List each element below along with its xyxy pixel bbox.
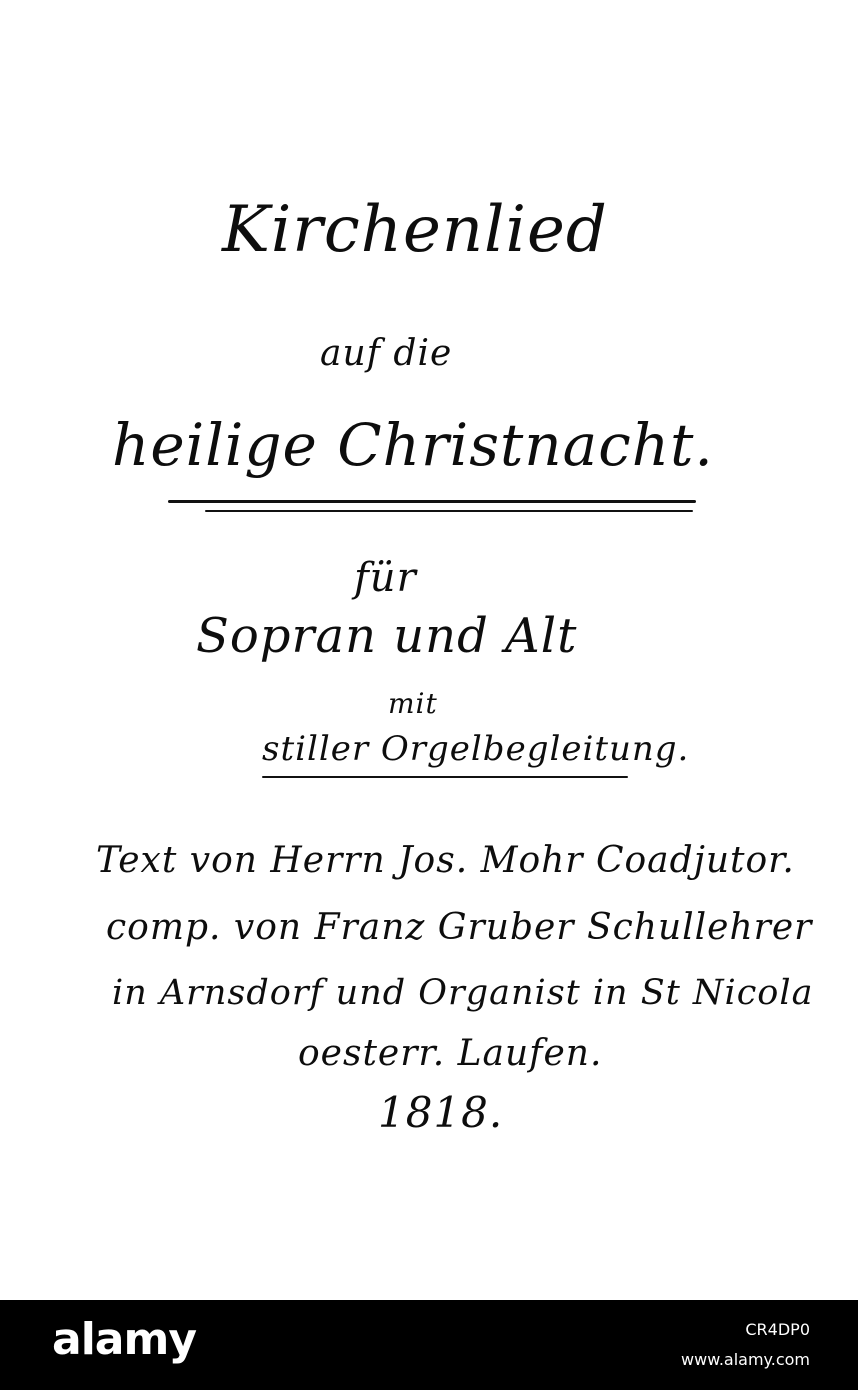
- manuscript-line-organ: stiller Orgelbegleitung.: [262, 729, 690, 769]
- holy-night-underline: [168, 500, 696, 503]
- manuscript-year: 1818.: [378, 1088, 504, 1137]
- manuscript-title: Kirchenlied: [222, 193, 608, 267]
- site-url: www.alamy.com: [681, 1350, 810, 1369]
- manuscript-line-voices: Sopran und Alt: [196, 608, 578, 664]
- manuscript-text-line-1: Text von Herrn Jos. Mohr Coadjutor.: [96, 840, 795, 881]
- holy-night-underline-second: [205, 510, 693, 512]
- manuscript-text-line-4: oesterr. Laufen.: [298, 1033, 603, 1074]
- manuscript-text-line-3: in Arnsdorf und Organist in St Nicola: [112, 973, 814, 1013]
- organ-underline: [262, 776, 628, 778]
- image-id: CR4DP0: [745, 1320, 810, 1339]
- manuscript-text-line-2: comp. von Franz Gruber Schullehrer: [106, 907, 813, 948]
- manuscript-line-holy-night: heilige Christnacht.: [112, 411, 714, 479]
- manuscript-line-fur: für: [354, 555, 417, 601]
- manuscript-line-mit: mit: [388, 687, 438, 720]
- manuscript-line-auf-die: auf die: [320, 333, 453, 374]
- stock-photo-footer: [0, 1300, 858, 1390]
- brand-logo: alamy: [52, 1314, 196, 1365]
